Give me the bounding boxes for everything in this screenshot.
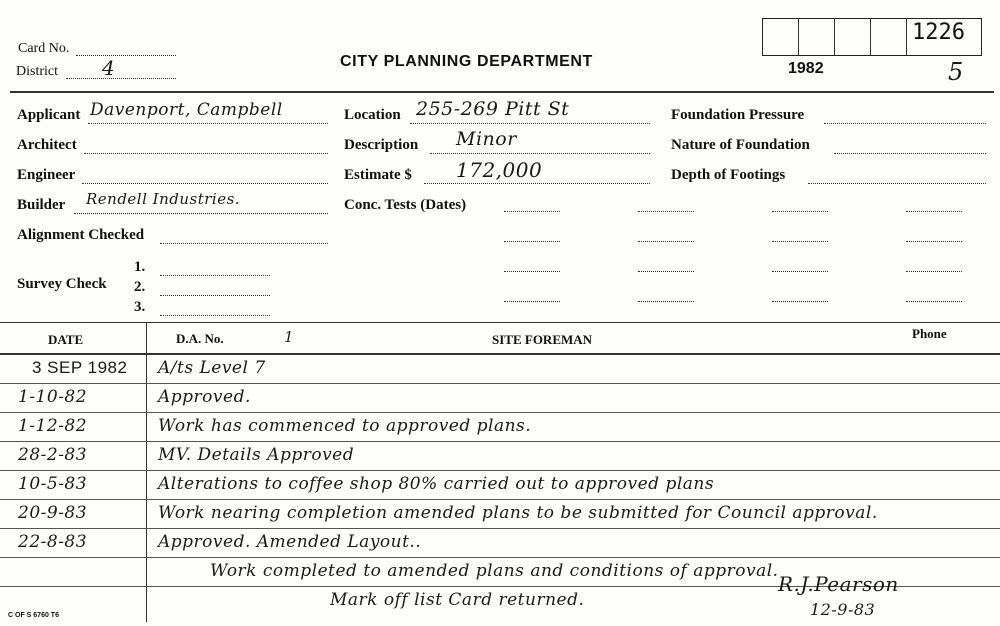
foreman-header: SITE FOREMAN (492, 332, 593, 347)
applicant-label: Applicant (17, 107, 81, 123)
conc-line (504, 271, 560, 272)
conc-line (772, 301, 828, 302)
engineer-line (82, 183, 328, 184)
row-entry: Mark off list Card returned. (330, 590, 585, 610)
form-code: C OF S 6760 T6 (8, 612, 59, 619)
district-value: 4 (102, 56, 116, 80)
survey-1-label: 1. (134, 259, 146, 275)
description-value: Minor (456, 128, 517, 150)
conc-line (638, 271, 694, 272)
location-value: 255-269 Pitt St (416, 98, 570, 120)
conc-line (906, 271, 962, 272)
conc-line (504, 241, 560, 242)
row-date: 10-5-83 (18, 474, 88, 494)
builder-line (74, 213, 328, 214)
conc-line (906, 301, 962, 302)
box-divider-4 (906, 18, 907, 55)
survey-2-line (160, 295, 270, 296)
depth-footings-label: Depth of Footings (671, 167, 786, 183)
year-label: 1982 (788, 60, 824, 77)
box-divider-2 (834, 18, 835, 55)
conc-line (638, 241, 694, 242)
table-row (0, 384, 1000, 413)
row-entry: Alterations to coffee shop 80% carried out to approved plans (158, 474, 715, 494)
card-no-line (76, 55, 176, 56)
da-value: 1 (284, 328, 295, 346)
row-entry: A/ts Level 7 (158, 358, 266, 378)
row-date: 1-12-82 (18, 416, 88, 436)
box-divider-1 (798, 18, 799, 55)
survey-1-line (160, 275, 270, 276)
builder-label: Builder (17, 197, 66, 213)
architect-label: Architect (17, 137, 77, 153)
table-row (0, 529, 1000, 558)
location-line (410, 123, 650, 124)
conc-tests-label: Conc. Tests (Dates) (344, 197, 467, 213)
survey-2-label: 2. (134, 279, 146, 295)
card-no-label: Card No. (18, 41, 70, 56)
row-entry: MV. Details Approved (158, 445, 355, 465)
description-line (430, 153, 650, 154)
estimate-label: Estimate $ (344, 167, 412, 183)
row-date: 22-8-83 (18, 532, 88, 552)
depth-footings-line (808, 183, 986, 184)
conc-line (504, 211, 560, 212)
architect-line (84, 153, 328, 154)
survey-label: Survey Check (17, 276, 107, 292)
estimate-value: 172,000 (456, 158, 543, 182)
box-divider-3 (870, 18, 871, 55)
builder-value: Rendell Industries. (86, 190, 241, 208)
location-label: Location (344, 107, 401, 123)
row-date: 20-9-83 (18, 503, 88, 523)
description-label: Description (344, 137, 419, 153)
nature-foundation-label: Nature of Foundation (671, 137, 810, 153)
district-label: District (16, 64, 58, 79)
table-top-line (0, 322, 1000, 323)
conc-line (638, 211, 694, 212)
applicant-line (88, 123, 328, 124)
date-header: DATE (48, 332, 84, 347)
row-date: 1-10-82 (18, 387, 88, 407)
conc-line (772, 211, 828, 212)
row-entry: Work completed to amended plans and conditions of approval. (210, 561, 779, 581)
signature: R.J.Pearson (778, 572, 899, 596)
row-entry: Approved. (158, 387, 251, 407)
foundation-pressure-line (824, 123, 986, 124)
conc-line (638, 301, 694, 302)
table-row (0, 413, 1000, 442)
table-row (0, 442, 1000, 471)
survey-3-line (160, 315, 270, 316)
survey-3-label: 3. (134, 299, 146, 315)
row-date: 3 SEP 1982 (32, 358, 128, 377)
conc-line (906, 241, 962, 242)
engineer-label: Engineer (17, 167, 76, 183)
nature-foundation-line (834, 153, 986, 154)
alignment-line (160, 243, 328, 244)
phone-header: Phone (912, 326, 947, 341)
conc-line (504, 301, 560, 302)
row-entry: Approved. Amended Layout.. (158, 532, 422, 552)
conc-line (772, 241, 828, 242)
table-row (0, 471, 1000, 500)
table-row (0, 500, 1000, 529)
sub-number: 5 (948, 58, 964, 86)
foundation-pressure-label: Foundation Pressure (671, 107, 805, 123)
row-date: 28-2-83 (18, 445, 88, 465)
conc-line (906, 211, 962, 212)
header-divider (10, 91, 994, 93)
page-title: CITY PLANNING DEPARTMENT (340, 53, 593, 70)
estimate-line (424, 183, 650, 184)
signature-date: 12-9-83 (810, 600, 876, 619)
da-header: D.A. No. (176, 331, 224, 346)
table-row (0, 355, 1000, 384)
applicant-value: Davenport, Campbell (90, 100, 283, 120)
row-entry: Work has commenced to approved plans. (158, 416, 532, 436)
alignment-label: Alignment Checked (17, 227, 145, 243)
conc-line (772, 271, 828, 272)
row-entry: Work nearing completion amended plans to be submitted for Council approval. (158, 503, 878, 523)
district-line (66, 78, 176, 79)
card-number: 1226 (912, 20, 965, 45)
